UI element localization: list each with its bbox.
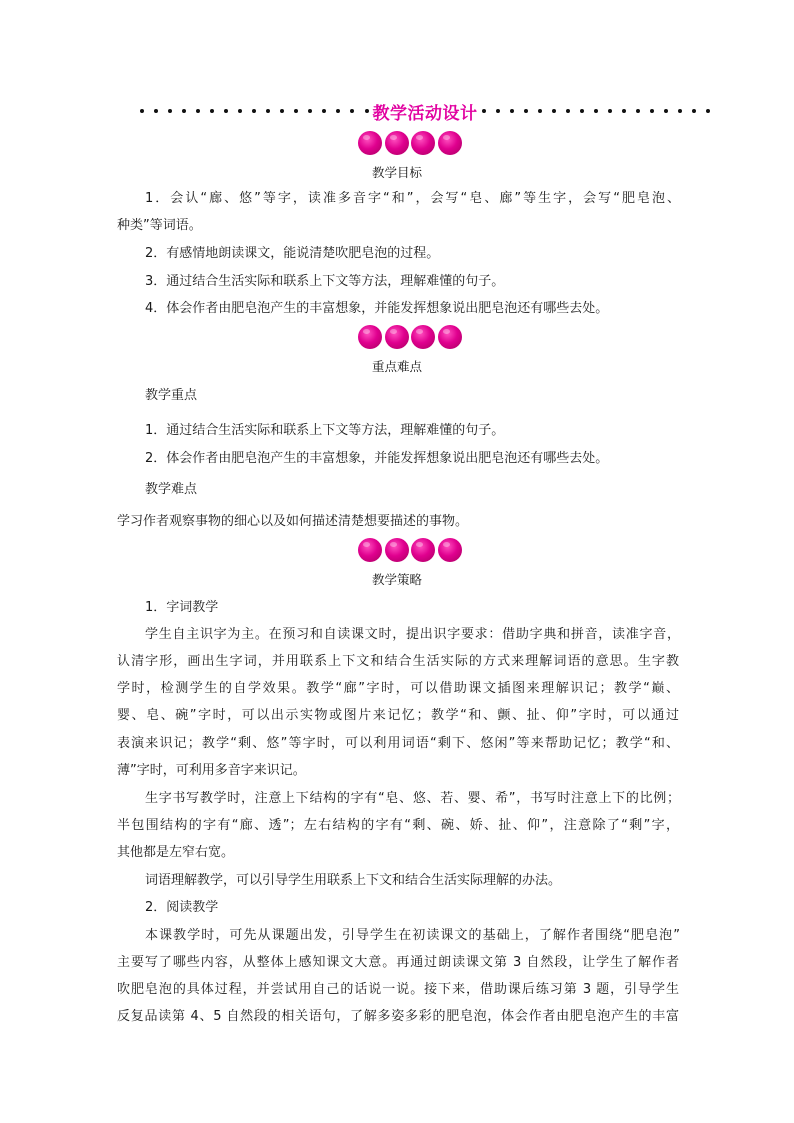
- focus-label: 教学重点: [145, 388, 198, 403]
- goal-line: 1．会认“廊、悠”等字，读准多音字“和”，会写“皂、廊”等生字，会写“肥皂泡、: [145, 191, 680, 206]
- ball-icon: [411, 538, 435, 562]
- section-badge-goals: [358, 131, 462, 157]
- dot-decoration: [154, 109, 158, 113]
- dot-decoration: [308, 109, 312, 113]
- ball-icon: [411, 131, 435, 155]
- paragraph-line: 学生自主识字为主。在预习和自读课文时，提出识字要求：借助字典和拼音，读准字音，: [145, 627, 680, 642]
- dot-decoration: [510, 109, 514, 113]
- paragraph-line: 本课教学时，可先从课题出发，引导学生在初读课文的基础上，了解作者围绕“肥皂泡”: [145, 928, 680, 943]
- dot-decoration: [336, 109, 340, 113]
- dot-decoration: [706, 109, 710, 113]
- dot-decoration: [622, 109, 626, 113]
- right-dot-leader: [482, 98, 711, 124]
- section-badge-key: [358, 325, 462, 351]
- ball-icon: [358, 538, 382, 562]
- dot-decoration: [182, 109, 186, 113]
- section-title-goals: 教学目标: [371, 165, 422, 180]
- dot-decoration: [524, 109, 528, 113]
- goal-line: 种类”等词语。: [117, 218, 202, 233]
- ball-icon: [358, 131, 382, 155]
- ball-icon: [438, 325, 462, 349]
- section-badge-strategy: [358, 538, 462, 564]
- focus-line: 2．体会作者由肥皂泡产生的丰富想象，并能发挥想象说出肥皂泡还有哪些去处。: [145, 451, 609, 466]
- dot-decoration: [224, 109, 228, 113]
- subheading: 1．字词教学: [145, 600, 219, 615]
- dot-decoration: [252, 109, 256, 113]
- paragraph-line: 学时，检测学生的自学效果。教学“廊”字时，可以借助课文插图来理解识记；教学“巅、: [117, 681, 679, 696]
- dot-decoration: [538, 109, 542, 113]
- dot-decoration: [580, 109, 584, 113]
- paragraph-line: 主要写了哪些内容，从整体上感知课文大意。再通过朗读课文第 3 自然段，让学生了解作者: [117, 955, 679, 970]
- dot-decoration: [552, 109, 556, 113]
- dot-decoration: [608, 109, 612, 113]
- section-title-strategy: 教学策略: [371, 572, 422, 587]
- paragraph-line: 吹肥皂泡的具体过程，并尝试用自己的话说一说。接下来，借助课后练习第 3 题，引导学生: [117, 982, 679, 997]
- dot-decoration: [350, 109, 354, 113]
- dot-decoration: [636, 109, 640, 113]
- difficulty-text: 学习作者观察事物的细心以及如何描述清楚想要描述的事物。: [117, 514, 469, 529]
- ball-icon: [438, 131, 462, 155]
- goal-line: 3．通过结合生活实际和联系上下文等方法，理解难懂的句子。: [145, 274, 505, 289]
- ball-icon: [411, 325, 435, 349]
- dot-decoration: [280, 109, 284, 113]
- dot-decoration: [140, 109, 144, 113]
- ball-icon: [385, 131, 409, 155]
- dot-decoration: [566, 109, 570, 113]
- ball-icon: [385, 325, 409, 349]
- page-title: 教学活动设计: [372, 103, 478, 124]
- left-dot-leader: [140, 98, 369, 124]
- subheading: 2．阅读教学: [145, 900, 219, 915]
- difficulty-label: 教学难点: [145, 482, 198, 497]
- ball-icon: [385, 538, 409, 562]
- section-title-key: 重点难点: [371, 359, 422, 374]
- goal-line: 4．体会作者由肥皂泡产生的丰富想象，并能发挥想象说出肥皂泡还有哪些去处。: [145, 301, 609, 316]
- paragraph-line: 生字书写教学时，注意上下结构的字有“皂、悠、若、婴、希”，书写时注意上下的比例；: [145, 791, 680, 806]
- dot-decoration: [210, 109, 214, 113]
- dot-decoration: [294, 109, 298, 113]
- dot-decoration: [594, 109, 598, 113]
- paragraph-line: 表演来识记；教学“剩、悠”等字时，可以利用词语“剩下、悠闲”等来帮助记忆；教学“和、: [117, 736, 679, 751]
- focus-line: 1．通过结合生活实际和联系上下文等方法，理解难懂的句子。: [145, 423, 505, 438]
- goal-line: 2．有感情地朗读课文，能说清楚吹肥皂泡的过程。: [145, 246, 440, 261]
- title-bar: [140, 98, 710, 124]
- dot-decoration: [496, 109, 500, 113]
- ball-icon: [358, 325, 382, 349]
- dot-decoration: [692, 109, 696, 113]
- paragraph-line: 薄”字时，可利用多音字来识记。: [117, 763, 306, 778]
- dot-decoration: [322, 109, 326, 113]
- dot-decoration: [664, 109, 668, 113]
- dot-decoration: [482, 109, 486, 113]
- paragraph-line: 其他都是左窄右宽。: [117, 845, 235, 860]
- paragraph-line: 反复品读第 4、5 自然段的相关语句，了解多姿多彩的肥皂泡，体会作者由肥皂泡产生的丰富: [117, 1009, 679, 1024]
- dot-decoration: [238, 109, 242, 113]
- paragraph-line: 婴、皂、碗”字时，可以出示实物或图片来记忆；教学“和、颤、扯、仰”字时，可以通过: [117, 708, 679, 723]
- dot-decoration: [650, 109, 654, 113]
- paragraph-line: 词语理解教学，可以引导学生用联系上下文和结合生活实际理解的办法。: [145, 873, 562, 888]
- dot-decoration: [196, 109, 200, 113]
- paragraph-line: 半包围结构的字有“廊、透”；左右结构的字有“剩、碗、娇、扯、仰”，注意除了“剩”字，: [117, 818, 679, 833]
- ball-icon: [438, 538, 462, 562]
- dot-decoration: [168, 109, 172, 113]
- paragraph-line: 认清字形，画出生字词，并用联系上下文和结合生活实际的方式来理解词语的意思。生字教: [117, 654, 679, 669]
- dot-decoration: [678, 109, 682, 113]
- dot-decoration: [266, 109, 270, 113]
